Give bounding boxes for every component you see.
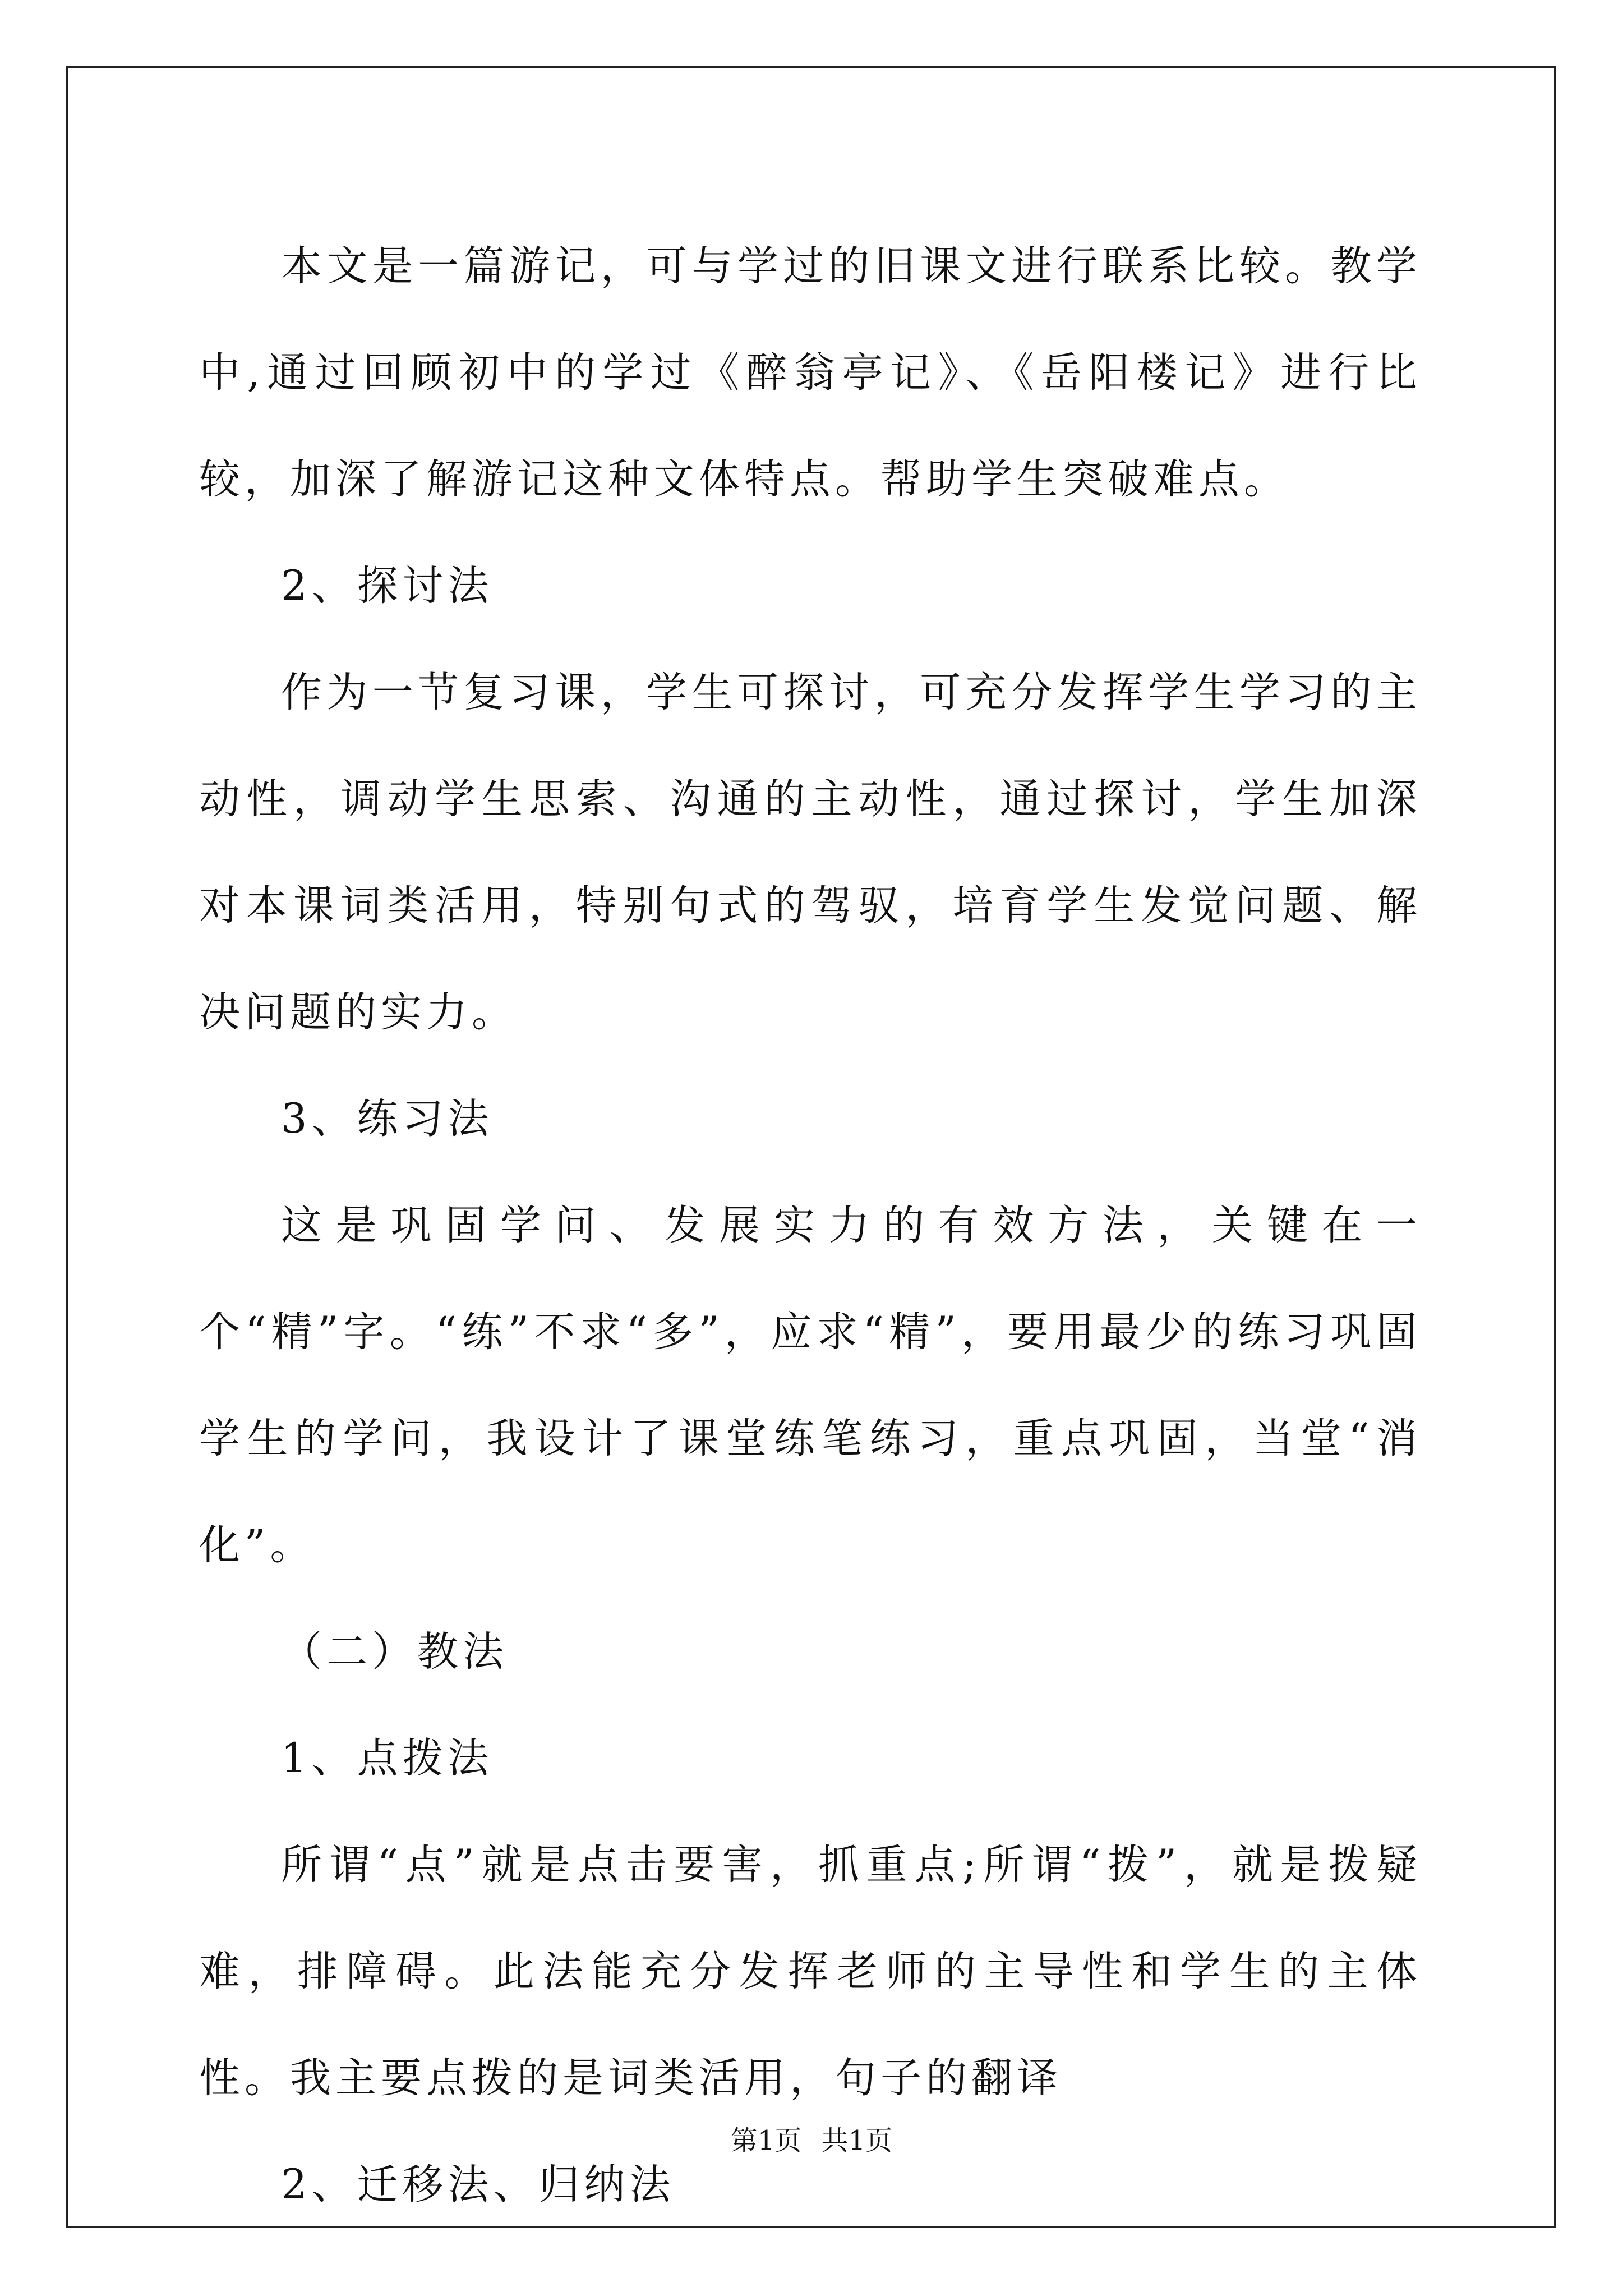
page-number-current: 第1页 xyxy=(730,2125,802,2156)
heading-teaching-methods: （二）教法 xyxy=(281,1628,508,1676)
document-body xyxy=(199,213,1422,2238)
paragraph-intro: 本文是一篇游记，可与学过的旧课文进行联系比较。教学中,通过回顾初中的学过《醉翁亭记》、《岳阳楼记》进行比较，加深了解游记这种文体特点。帮助学生突破难点。 xyxy=(199,242,1422,503)
heading-guidance-method: 1、点拨法 xyxy=(281,1734,494,1782)
paragraph-practice: 这是巩固学问、发展实力的有效方法，关键在一个“精”字。“练”不求“多”，应求“精”，要用最少的练习巩固学生的学问，我设计了课堂练笔练习，重点巩固，当堂“消化”。 xyxy=(199,1202,1422,1569)
paragraph-discussion: 作为一节复习课，学生可探讨，可充分发挥学生学习的主动性，调动学生思索、沟通的主动性，通过探讨，学生加深对本课词类活用，特别句式的驾驭，培育学生发觉问题、解决问题的实力。 xyxy=(199,669,1422,1036)
heading-transfer-method: 2、迁移法、归纳法 xyxy=(281,2161,675,2208)
paragraph-guidance: 所谓“点”就是点击要害，抓重点;所谓“拨”，就是拨疑难，排障碍。此法能充分发挥老师的主导性和学生的主体性。我主要点拨的是词类活用，句子的翻译 xyxy=(199,1841,1422,2102)
page-footer xyxy=(0,2124,1623,2157)
heading-discussion-method: 2、探讨法 xyxy=(281,562,494,610)
page-number-total: 共1页 xyxy=(821,2125,893,2156)
heading-practice-method: 3、练习法 xyxy=(281,1095,494,1143)
